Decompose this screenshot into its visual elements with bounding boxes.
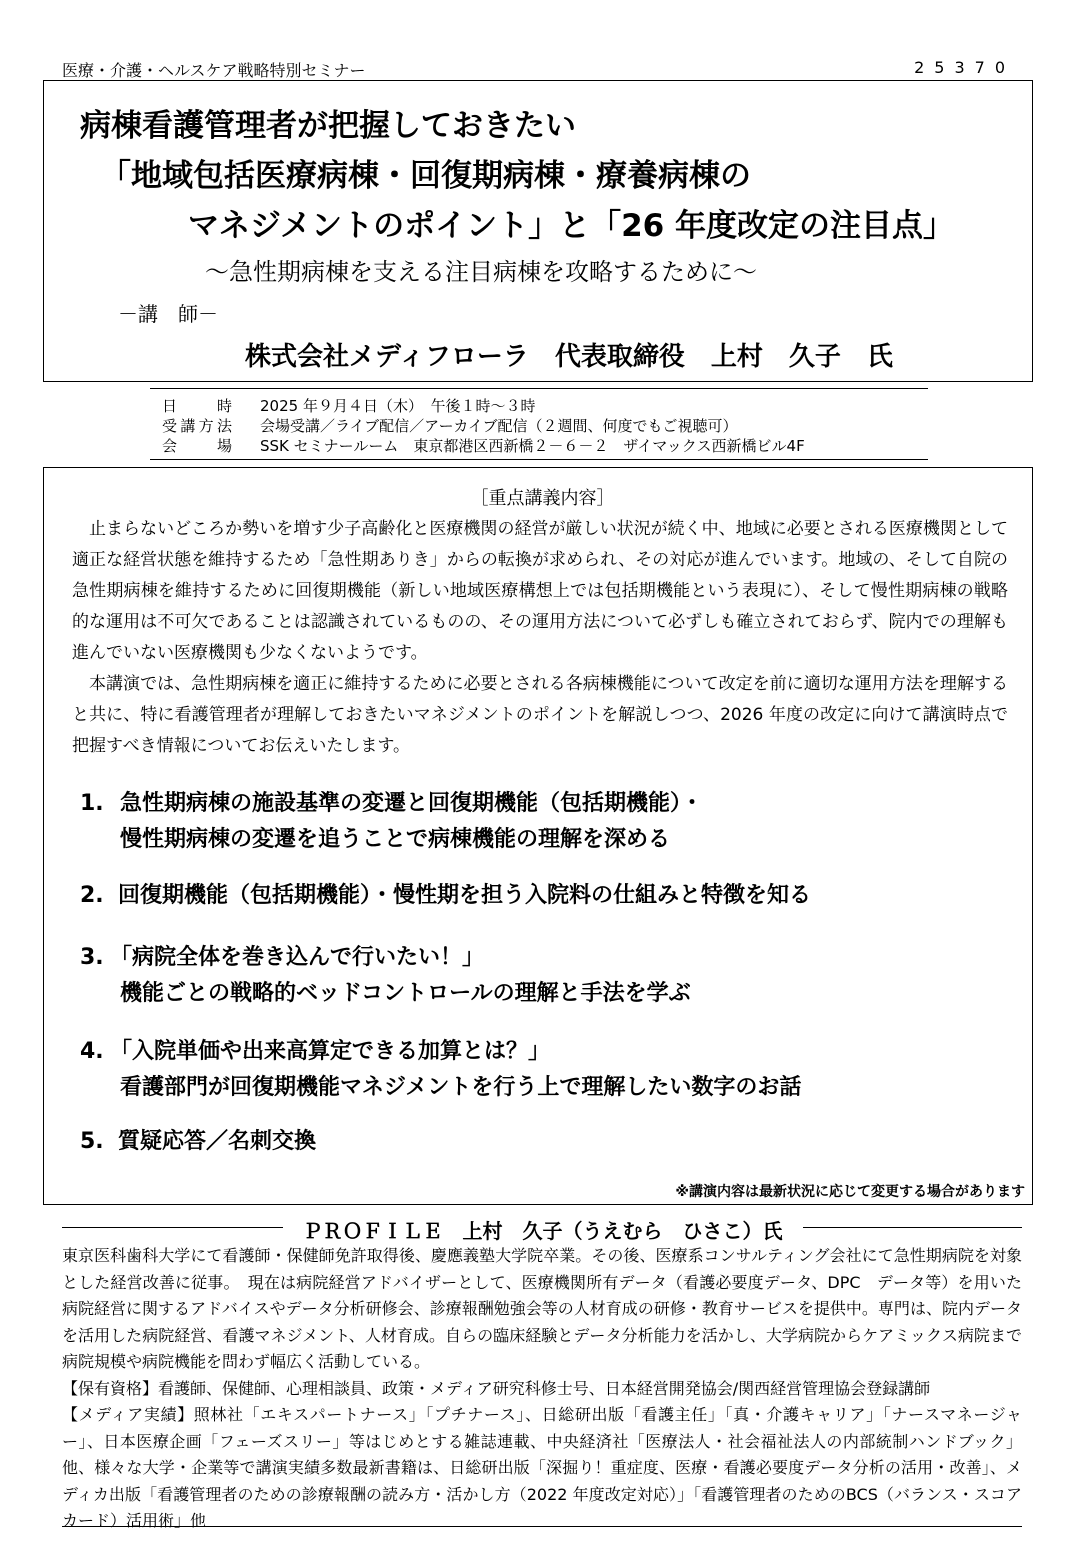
date-label: 日時 — [162, 397, 232, 415]
agenda-number: 5. — [80, 1129, 104, 1154]
agenda-number: 4. — [80, 1039, 104, 1064]
agenda-item-5 — [80, 1124, 316, 1160]
agenda-text: 回復期機能（包括期機能）・慢性期を担う入院料の仕組みと特徴を知る — [118, 883, 812, 908]
content-note: ※講演内容は最新状況に応じて変更する場合があります — [675, 1184, 1025, 1200]
content-intro — [72, 514, 1008, 762]
intro-paragraph-1: 止まらないどころか勢いを増す少子高齢化と医療機関の経営が厳しい状況が続く中、地域に必要とされる医療機関として適正な経営状態を維持するため「急性期ありき」からの転換が求められ、その対応が進んでいます。地域の、そして自院の急性期病棟を維持するために回復期機能（新しい地域医療構想上では包括期機能という表現に）、そして慢性期病棟の戦略的な運用は不可欠であることは認識されているものの、その運用方法について必ずしも確立されておらず、院内での理解も進んでいない医療機関も少なくないようです。 — [72, 519, 1008, 663]
agenda-text-cont: 機能ごとの戦略的ベッドコントロールの理解と手法を学ぶ — [120, 981, 691, 1006]
agenda-number: 2. — [80, 883, 104, 908]
info-divider-bottom — [150, 459, 928, 460]
agenda-text-cont: 看護部門が回復期機能マネジメントを行う上で理解したい数字のお話 — [120, 1075, 802, 1100]
info-divider-top — [150, 388, 928, 389]
content-heading: ［重点講義内容］ — [470, 488, 615, 509]
agenda-item-3 — [80, 940, 691, 1012]
seminar-code: 25370 — [914, 58, 1015, 77]
profile-body — [62, 1243, 1022, 1535]
intro-paragraph-2: 本講演では、急性期病棟を適正に維持するために必要とされる各病棟機能について改定を前に適切な運用方法を理解すると共に、特に看護管理者が理解しておきたいマネジメントのポイントを解説しつつ、2026 年度の改定に向けて講演時点で把握すべき情報についてお伝えいたします。 — [72, 674, 1008, 756]
title-line-1: 病棟看護管理者が把握しておきたい — [80, 108, 576, 144]
title-line-3: マネジメントのポイント」と「26 年度改定の注目点」 — [188, 208, 954, 244]
venue-value: SSK セミナールーム 東京都港区西新橋２－６－２ ザイマックス西新橋ビル4F — [260, 437, 805, 455]
seminar-series: 医療・介護・ヘルスケア戦略特別セミナー — [62, 61, 366, 80]
method-value: 会場受講／ライブ配信／アーカイブ配信（２週間、何度でもご視聴可） — [260, 417, 738, 435]
venue-label: 会場 — [162, 437, 232, 455]
agenda-text: 「入院単価や出来高算定できる加算とは？」 — [110, 1039, 551, 1064]
lecturer-name: 株式会社メディフローラ 代表取締役 上村 久子 氏 — [245, 342, 893, 372]
agenda-number: 3. — [80, 945, 104, 970]
agenda-item-1 — [80, 786, 703, 858]
agenda-item-2 — [80, 878, 811, 914]
profile-title-text: ＰＲＯＦＩＬＥ 上村 久子（うえむら ひさこ）氏 — [283, 1219, 803, 1243]
agenda-text: 「病院全体を巻き込んで行いたい！」 — [110, 945, 485, 970]
agenda-text-cont: 慢性期病棟の変遷を追うことで病棟機能の理解を深める — [120, 827, 671, 852]
lecturer-label: －講 師－ — [118, 302, 218, 326]
subtitle: ～急性期病棟を支える注目病棟を攻略するために～ — [205, 258, 757, 286]
profile-media: 【メディア実績】照林社「エキスパートナース」「プチナース」、日総研出版「看護主任」「真・介護キャリア」「ナースマネージャー」、日本医療企画「フェーズスリー」等はじめとする雑誌連載、中央経済社「医療法人・社会福祉法人の内部統制ハンドブック」他、様々な大学・企業等で講演実績多数最新書籍は、日総研出版「深掘り！重症度、医療・看護必要度データ分析の活用・改善」、メディカ出版「看護管理者のための診療報酬の読み方・活かし方（2022 年度改定対応）」「看護管理者のためのBCS（バランス・スコアカード）活用術」他 — [62, 1405, 1022, 1530]
method-label: 受講方法 — [162, 417, 232, 435]
profile-bio: 東京医科歯科大学にて看護師・保健師免許取得後、慶應義塾大学院卒業。その後、医療系コンサルティング会社にて急性期病院を対象とした経営改善に従事。 現在は病院経営アドバイザーとして、医療機関所有データ（看護必要度データ、DPC データ等）を用いた病院経営に関するアドバイスやデータ分析研修会、診療報酬勉強会等の人材育成の研修・教育サービスを提供中。専門は、院内データを活用した病院経営、看護マネジメント、人材育成。自らの臨床経験とデータ分析能力を活かし、大学病院からケアミックス病院まで病院規模や病院機能を問わず幅広く活動している。 — [62, 1246, 1022, 1371]
date-value: 2025 年９月４日（木） 午後１時～３時 — [260, 397, 536, 415]
title-line-2: 「地域包括医療病棟・回復期病棟・療養病棟の — [100, 158, 751, 194]
agenda-number: 1. — [80, 791, 104, 816]
agenda-item-4 — [80, 1034, 801, 1106]
agenda-text: 質疑応答／名刺交換 — [118, 1129, 317, 1154]
agenda-text: 急性期病棟の施設基準の変遷と回復期機能（包括期機能）・ — [120, 791, 704, 816]
profile-qualifications: 【保有資格】看護師、保健師、心理相談員、政策・メディア研究科修士号、日本経営開発協会/関西経営管理協会登録講師 — [62, 1378, 931, 1398]
